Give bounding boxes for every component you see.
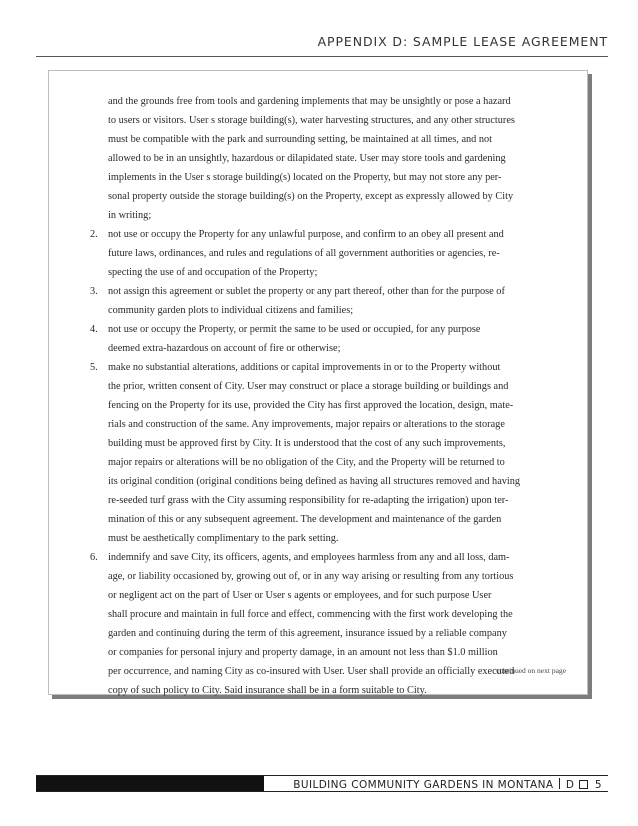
text-line: per occurrence, and naming City as co-insured with User. User shall provide an officially executed [108,666,515,677]
text-line: mination of this or any subsequent agreement. The development and maintenance of the garden [108,514,502,525]
clause-5 [90,358,574,548]
text-line: garden and continuing during the term of this agreement, insurance issued by a reliable company [108,628,507,639]
clause-6 [90,548,574,700]
square-icon [579,780,588,789]
clause-number: 6. [90,552,98,563]
text-line: sonal property outside the storage building(s) on the Property, except as expressly allowed by City [108,191,514,202]
text-line: rials and construction of the same. Any improvements, major repairs or alterations to the storage [108,419,505,430]
text-line: not use or occupy the Property for any unlawful purpose, and confirm to an obey all present and [108,229,504,240]
text-line: allowed to be in an unsightly, hazardous or dilapidated state. User may store tools and gardening [108,153,506,164]
text-line: community garden plots to individual citizens and families; [108,305,354,316]
text-line: indemnify and save City, its officers, agents, and employees harmless from any and all loss, dam- [108,552,510,563]
text-line: fencing on the Property for its use, provided the City has first approved the location, design, mate- [108,400,514,411]
running-header: APPENDIX D: SAMPLE LEASE AGREEMENT [317,34,608,49]
text-line: the prior, written consent of City. User may construct or place a storage building or buildings and [108,381,509,392]
footer-divider [559,778,560,789]
text-line: deemed extra-hazardous on account of fire or otherwise; [108,343,341,354]
lease-clauses [90,92,574,700]
running-footer [36,775,608,792]
clause-2 [90,225,574,282]
header-rule [36,56,608,57]
text-line: major repairs or alterations will be no obligation of the City, and the Property will be returned to [108,457,505,468]
text-line: make no substantial alterations, additions or capital improvements in or to the Property without [108,362,501,373]
text-line: must be compatible with the park and surrounding setting, be maintained at all times, and not [108,134,493,145]
text-line: or negligent act on the part of User or User s agents or employees, and for such purpose User [108,590,492,601]
footer-section: D [565,779,575,791]
text-line: not assign this agreement or sublet the property or any part thereof, other than for the purpose of [108,286,505,297]
text-line: and the grounds free from tools and gardening implements that may be unsightly or pose a hazard [108,96,511,107]
page-number: 5 [594,779,602,791]
clause-3 [90,282,574,320]
clause-number: 2. [90,229,98,240]
text-line: copy of such policy to City. Said insurance shall be in a form suitable to City. [108,685,427,696]
text-line: specting the use of and occupation of the Property; [108,267,318,278]
clause-number: 4. [90,324,98,335]
footer-black-bar [36,776,264,791]
clause-4 [90,320,574,358]
footer-label [293,778,602,791]
text-line: shall procure and maintain in full force and effect, commencing with the first work developing the [108,609,513,620]
continued-clause [90,92,574,225]
text-line: or companies for personal injury and property damage, in an amount not less than $1.0 million [108,647,498,658]
text-line: age, or liability occasioned by, growing out of, or in any way arising or resulting from any tortious [108,571,514,582]
text-line: re-seeded turf grass with the City assuming responsibility for re-adapting the irrigation) upon ter- [108,495,509,506]
text-line: in writing; [108,210,152,221]
text-line: building must be approved first by City. It is understood that the cost of any such improvements, [108,438,506,449]
clause-number: 5. [90,362,98,373]
text-line: its original condition (original conditions being defined as having all structures removed and having [108,476,521,487]
text-line: must be aesthetically complimentary to the park setting. [108,533,339,544]
continued-note: continued on next page [496,666,566,675]
clause-number: 3. [90,286,98,297]
text-line: implements in the User s storage building(s) located on the Property, but may not store any per- [108,172,502,183]
footer-title: BUILDING COMMUNITY GARDENS IN MONTANA [293,779,554,791]
text-line: future laws, ordinances, and rules and regulations of all government authorities or agencies, re- [108,248,500,259]
text-line: not use or occupy the Property, or permit the same to be used or occupied, for any purpose [108,324,481,335]
text-line: to users or visitors. User s storage building(s), water harvesting structures, and any other structures [108,115,515,126]
